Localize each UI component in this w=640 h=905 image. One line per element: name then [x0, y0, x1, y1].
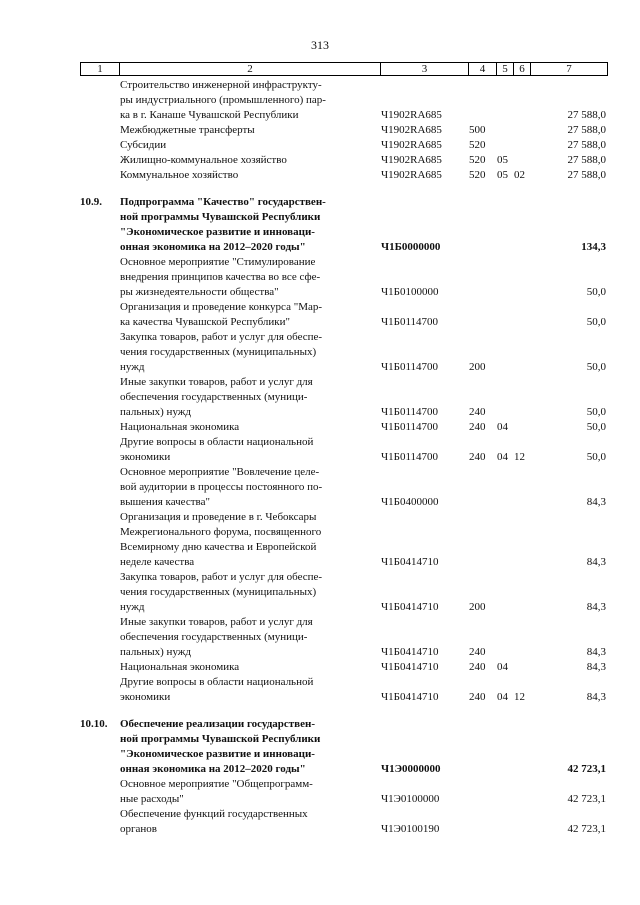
- description-line: ка в г. Канаше Чувашской Республики: [120, 109, 299, 121]
- description-line: Национальная экономика: [120, 421, 240, 433]
- table-row: [0, 675, 640, 705]
- description-line: Закупка товаров, работ и услуг для обеспе-: [120, 571, 323, 583]
- row-description: [120, 465, 364, 510]
- amount: 42 723,1: [567, 823, 606, 835]
- row-description: [120, 78, 364, 123]
- description-line: чения государственных (муниципальных): [120, 586, 317, 598]
- expense-type: 200: [469, 601, 486, 613]
- description-line: ры индустриального (промышленного) пар-: [120, 94, 326, 106]
- subsection-code: 02: [514, 169, 525, 181]
- description-line: Другие вопросы в области национальной: [120, 436, 314, 448]
- target-code: Ч1Э0100000: [381, 793, 440, 805]
- target-code: Ч1Б0100000: [381, 286, 439, 298]
- row-description: [120, 510, 364, 570]
- target-code: Ч1Б0414710: [381, 601, 439, 613]
- expense-type: 240: [469, 421, 486, 433]
- description-line: Основное мероприятие "Общепрограмм-: [120, 778, 313, 790]
- row-gap: [0, 183, 640, 195]
- target-code: Ч1902RA685: [381, 109, 442, 121]
- description-line: Обеспечение реализации государствен-: [120, 718, 315, 730]
- row-description: [120, 330, 364, 375]
- amount: 50,0: [586, 316, 606, 328]
- row-description: [120, 717, 364, 777]
- description-line: Субсидии: [120, 139, 167, 151]
- page-number: 313: [311, 38, 329, 52]
- row-description: [120, 420, 364, 435]
- amount: 84,3: [586, 661, 606, 673]
- row-description: [120, 375, 364, 420]
- expense-type: 200: [469, 361, 486, 373]
- description-line: обеспечения государственных (муници-: [120, 631, 308, 643]
- amount: 27 588,0: [567, 169, 606, 181]
- table-row: [0, 660, 640, 675]
- description-line: Другие вопросы в области национальной: [120, 676, 314, 688]
- target-code: Ч1902RA685: [381, 154, 442, 166]
- description-line: нужд: [120, 601, 145, 613]
- header-col-5: 5: [497, 63, 514, 75]
- description-line: вой аудитории в процессы постоянного по-: [120, 481, 323, 493]
- description-line: Межбюджетные трансферты: [120, 124, 255, 136]
- row-number: 10.10.: [80, 718, 108, 730]
- row-number: 10.9.: [80, 196, 102, 208]
- table-row: [0, 465, 640, 510]
- row-description: [120, 300, 364, 330]
- table-row: [0, 330, 640, 375]
- description-line: ной программы Чувашской Республики: [120, 211, 321, 223]
- description-line: вышения качества": [120, 496, 210, 508]
- row-description: [120, 675, 364, 705]
- description-line: Организация и проведение в г. Чебоксары: [120, 511, 317, 523]
- amount: 27 588,0: [567, 139, 606, 151]
- section-code: 04: [497, 691, 508, 703]
- section-code: 05: [497, 169, 508, 181]
- description-line: пальных) нужд: [120, 406, 192, 418]
- table-row: [0, 195, 640, 255]
- amount: 42 723,1: [567, 793, 606, 805]
- description-line: Жилищно-коммунальное хозяйство: [120, 154, 287, 166]
- expense-type: 520: [469, 139, 486, 151]
- row-description: [120, 615, 364, 660]
- description-line: чения государственных (муниципальных): [120, 346, 317, 358]
- description-line: Организация и проведение конкурса "Мар-: [120, 301, 323, 313]
- amount: 84,3: [586, 496, 606, 508]
- description-line: экономики: [120, 691, 171, 703]
- amount: 27 588,0: [567, 154, 606, 166]
- section-code: 04: [497, 451, 508, 463]
- target-code: Ч1902RA685: [381, 139, 442, 151]
- subsection-code: 12: [514, 691, 525, 703]
- description-line: неделе качества: [120, 556, 195, 568]
- amount: 50,0: [586, 451, 606, 463]
- description-line: экономики: [120, 451, 171, 463]
- row-description: [120, 777, 364, 807]
- amount: 50,0: [586, 286, 606, 298]
- table-row: [0, 300, 640, 330]
- table-row: [0, 78, 640, 123]
- description-line: "Экономическое развитие и инноваци-: [120, 748, 315, 760]
- description-line: ры жизнедеятельности общества": [120, 286, 279, 298]
- target-code: Ч1Б0000000: [381, 241, 441, 253]
- description-line: Коммунальное хозяйство: [120, 169, 239, 181]
- table-row: [0, 168, 640, 183]
- table-row: [0, 138, 640, 153]
- table-row: [0, 153, 640, 168]
- description-line: Подпрограмма "Качество" государствен-: [120, 196, 326, 208]
- row-description: [120, 435, 364, 465]
- header-col-1: 1: [81, 63, 120, 75]
- row-description: [120, 660, 364, 675]
- table-row: [0, 123, 640, 138]
- target-code: Ч1Э0100190: [381, 823, 440, 835]
- header-col-2: 2: [120, 63, 381, 75]
- table-row: [0, 375, 640, 420]
- subsection-code: 12: [514, 451, 525, 463]
- amount: 27 588,0: [567, 109, 606, 121]
- description-line: Основное мероприятие "Вовлечение целе-: [120, 466, 320, 478]
- target-code: Ч1Б0114700: [381, 361, 439, 373]
- header-col-6: 6: [514, 63, 531, 75]
- description-line: онная экономика на 2012–2020 годы": [120, 241, 306, 253]
- row-description: [120, 168, 364, 183]
- table-header-row: [80, 62, 608, 76]
- table-row: [0, 255, 640, 300]
- description-line: внедрения принципов качества во все сфе-: [120, 271, 321, 283]
- expense-type: 240: [469, 406, 486, 418]
- table-row: [0, 717, 640, 777]
- description-line: онная экономика на 2012–2020 годы": [120, 763, 306, 775]
- target-code: Ч1902RA685: [381, 124, 442, 136]
- description-line: нужд: [120, 361, 145, 373]
- target-code: Ч1Б0414710: [381, 691, 439, 703]
- amount: 84,3: [586, 601, 606, 613]
- amount: 134,3: [581, 241, 606, 253]
- description-line: ка качества Чувашской Республики": [120, 316, 291, 328]
- target-code: Ч1Б0114700: [381, 316, 439, 328]
- amount: 84,3: [586, 691, 606, 703]
- expense-type: 240: [469, 451, 486, 463]
- amount: 50,0: [586, 421, 606, 433]
- description-line: Национальная экономика: [120, 661, 240, 673]
- description-line: ные расходы": [120, 793, 184, 805]
- amount: 42 723,1: [567, 763, 606, 775]
- section-code: 04: [497, 421, 508, 433]
- description-line: Межрегионального форума, посвященного: [120, 526, 322, 538]
- table-row: [0, 420, 640, 435]
- description-line: Обеспечение функций государственных: [120, 808, 308, 820]
- description-line: Закупка товаров, работ и услуг для обеспе-: [120, 331, 323, 343]
- description-line: "Экономическое развитие и инноваци-: [120, 226, 315, 238]
- amount: 50,0: [586, 361, 606, 373]
- description-line: Строительство инженерной инфраструкту-: [120, 79, 322, 91]
- target-code: Ч1902RA685: [381, 169, 442, 181]
- amount: 27 588,0: [567, 124, 606, 136]
- target-code: Ч1Б0414710: [381, 646, 439, 658]
- target-code: Ч1Б0114700: [381, 406, 439, 418]
- description-line: Иные закупки товаров, работ и услуг для: [120, 376, 313, 388]
- description-line: Основное мероприятие "Стимулирование: [120, 256, 316, 268]
- target-code: Ч1Б0114700: [381, 421, 439, 433]
- table-row: [0, 510, 640, 570]
- header-col-4: 4: [469, 63, 497, 75]
- row-description: [120, 807, 364, 837]
- table-row: [0, 570, 640, 615]
- target-code: Ч1Б0414710: [381, 556, 439, 568]
- expense-type: 520: [469, 169, 486, 181]
- table-row: [0, 615, 640, 660]
- amount: 84,3: [586, 556, 606, 568]
- description-line: Иные закупки товаров, работ и услуг для: [120, 616, 313, 628]
- target-code: Ч1Б0114700: [381, 451, 439, 463]
- section-code: 04: [497, 661, 508, 673]
- row-description: [120, 195, 364, 255]
- expense-type: 240: [469, 646, 486, 658]
- target-code: Ч1Б0400000: [381, 496, 439, 508]
- amount: 50,0: [586, 406, 606, 418]
- section-code: 05: [497, 154, 508, 166]
- target-code: Ч1Э0000000: [381, 763, 441, 775]
- description-line: Всемирному дню качества и Европейской: [120, 541, 317, 553]
- table-row: [0, 807, 640, 837]
- expense-type: 500: [469, 124, 486, 136]
- description-line: ной программы Чувашской Республики: [120, 733, 321, 745]
- row-description: [120, 123, 364, 138]
- expense-type: 240: [469, 691, 486, 703]
- row-description: [120, 138, 364, 153]
- header-col-3: 3: [381, 63, 469, 75]
- row-description: [120, 570, 364, 615]
- description-line: органов: [120, 823, 157, 835]
- target-code: Ч1Б0414710: [381, 661, 439, 673]
- table-body: [0, 78, 640, 837]
- description-line: обеспечения государственных (муници-: [120, 391, 308, 403]
- header-col-7: 7: [566, 63, 572, 75]
- expense-type: 240: [469, 661, 486, 673]
- expense-type: 520: [469, 154, 486, 166]
- table-row: [0, 435, 640, 465]
- row-gap: [0, 705, 640, 717]
- table-row: [0, 777, 640, 807]
- amount: 84,3: [586, 646, 606, 658]
- description-line: пальных) нужд: [120, 646, 192, 658]
- row-description: [120, 255, 364, 300]
- row-description: [120, 153, 364, 168]
